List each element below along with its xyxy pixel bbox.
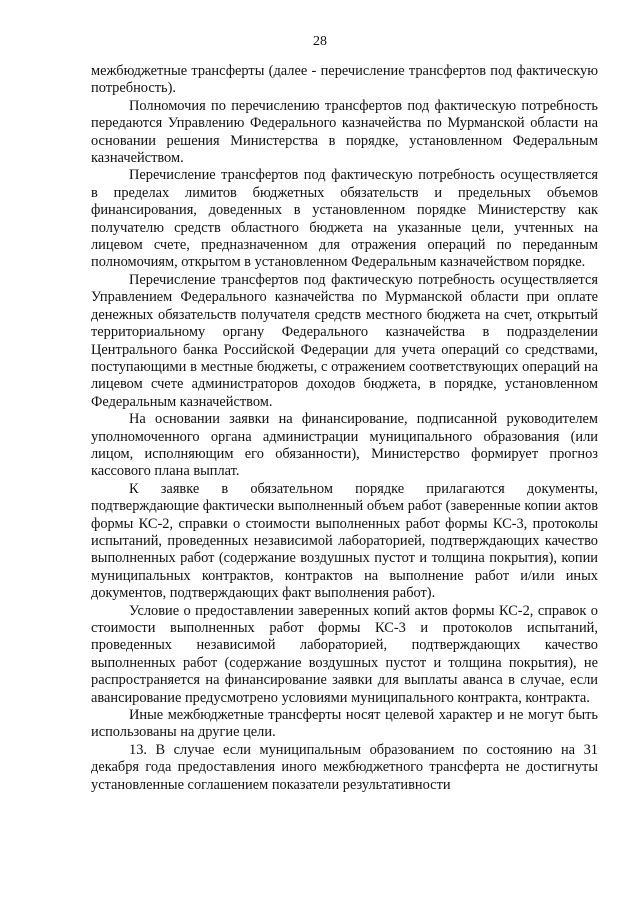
paragraph-clause-13: 13. В случае если муниципальным образованием по состоянию на 31 декабря года предоставления иного межбюджетного трансферта не достигнуты установленные соглашением показатели результативности <box>91 741 598 793</box>
paragraph-continuation: межбюджетные трансферты (далее - перечисление трансфертов под фактическую потребность). <box>91 63 598 97</box>
page-number: 28 <box>313 34 327 49</box>
paragraph-limits: Перечисление трансфертов под фактическую потребность осуществляется в пределах лимитов бюджетных обязательств и предельных объемов финансирования, доведенных в установленном порядке Министерству как получателю средств областного бюджета на указанные цели, учтенных на лицевом счете, предназначенном для отражения операций по переданным полномочиям, открытом в установленном Федеральным казначейством порядке. <box>91 167 598 271</box>
paragraph-treasury-payment: Перечисление трансфертов под фактическую потребность осуществляется Управлением Федерального казначейства по Мурманской области при оплате денежных обязательств получателя средств местного бюджета на счет, открытый территориальному органу Федерального казначейства в подразделении Центрального банка Российской Федерации для учета операций со средствами, поступающими в местные бюджеты, с отражением соответствующих операций на лицевом счете администраторов доходов бюджета, в порядке, установленном Федеральным казначейством. <box>91 271 598 410</box>
document-body <box>91 63 598 794</box>
paragraph-powers-transfer: Полномочия по перечислению трансфертов под фактическую потребность передаются Управлению Федерального казначейства по Мурманской области на основании решения Министерства в порядке, установленном Федеральным казначейством. <box>91 97 598 167</box>
paragraph-documents: К заявке в обязательном порядке прилагаются документы, подтверждающие фактически выполненный объем работ (заверенные копии актов формы КС-2, справки о стоимости выполненных работ формы КС-3, протоколы испытаний, проведенных независимой лабораторией, подтверждающих качество выполненных работ (содержание воздушных пустот и толщина покрытия), копии муниципальных контрактов, контрактов на выполнение работ и/или иных документов, подтверждающих факт выполнения работ). <box>91 480 598 602</box>
paragraph-condition: Условие о предоставлении заверенных копий актов формы КС-2, справок о стоимости выполненных работ формы КС-3 и протоколов испытаний, проведенных независимой лабораторией, подтверждающих качество выполненных работ (содержание воздушных пустот и толщина покрытия), не распространяется на финансирование заявки для выплаты аванса в случае, если авансирование предусмотрено условиями муниципального контракта, контракта. <box>91 602 598 706</box>
paragraph-application: На основании заявки на финансирование, подписанной руководителем уполномоченного органа администрации муниципального образования (или лицом, исполняющим его обязанности), Министерство формирует прогноз кассового плана выплат. <box>91 411 598 480</box>
paragraph-target-purpose: Иные межбюджетные трансферты носят целевой характер и не могут быть использованы на другие цели. <box>91 707 598 741</box>
